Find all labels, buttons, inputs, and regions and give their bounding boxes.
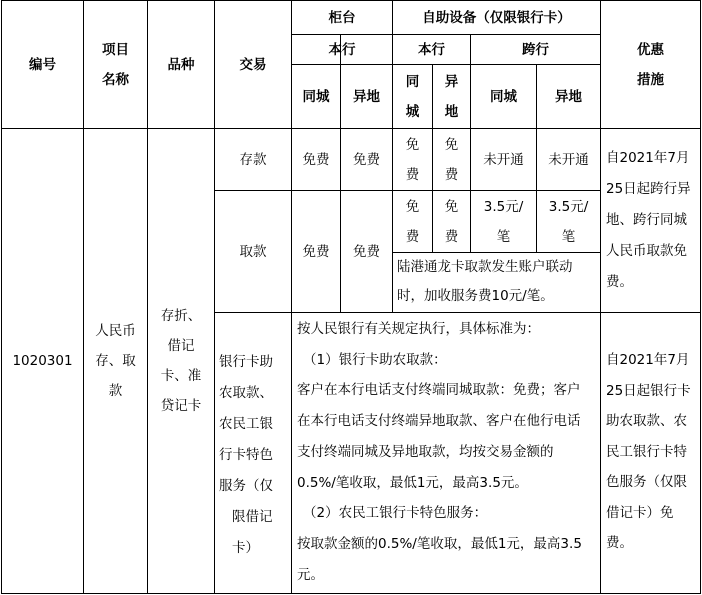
header-ss-same-bank-text: 本行 [418, 41, 445, 58]
header-ss-other-city [433, 65, 470, 128]
row-code-text: 1020301 [12, 353, 73, 369]
grid-line [700, 0, 701, 594]
deposit-cross-same-city [471, 129, 536, 190]
deposit-counter-same-city [292, 129, 340, 190]
header-ss-same-bank [393, 35, 470, 64]
header-ss-same-city-line: 同 [405, 73, 420, 90]
header-self-service [393, 1, 600, 34]
withdrawal-label [215, 191, 291, 312]
deposit-counter-same-city-text: 免费 [302, 151, 330, 168]
service-label-line: 卡） [232, 540, 259, 556]
header-ss-other-city-line: 异 [444, 73, 459, 90]
service-description [297, 314, 599, 592]
discount-service-line: 色服务（仅限 [606, 474, 687, 490]
withdrawal-note-line: 时，加收服务费10元/笔。 [397, 288, 554, 304]
header-discount-line: 优惠 [637, 41, 664, 58]
service-description-line: （2）农民工银行卡特色服务： [303, 505, 488, 522]
withdrawal-counter-other-city [341, 191, 392, 312]
header-code [2, 1, 83, 128]
row-variety-line: 卡、准 [160, 368, 202, 384]
header-counter-other-city [341, 65, 392, 128]
row-code [2, 129, 83, 593]
withdrawal-ss-same-city-line: 免 [405, 198, 420, 215]
row-item-name-line: 款 [108, 383, 123, 399]
service-description-line: 元。 [297, 566, 324, 583]
header-item-name [84, 1, 147, 128]
header-counter [292, 1, 392, 34]
discount-service-line: 25日起银行卡 [606, 382, 691, 399]
discount-cross-bank-line: 25日起跨行异 [606, 181, 691, 197]
deposit-ss-same-city-line: 费 [405, 166, 420, 183]
withdrawal-cross-same-city [471, 191, 536, 252]
deposit-ss-same-city [393, 129, 432, 190]
service-label-line: 限借记 [232, 509, 273, 525]
row-variety-line: 借记 [167, 338, 195, 354]
withdrawal-cross-other-city [537, 191, 600, 252]
service-label [219, 347, 291, 567]
header-item-name-line: 项目 [102, 41, 129, 58]
withdrawal-ss-same-city [393, 191, 432, 252]
service-description-line: 按人民银行有关规定执行，具体标准为： [297, 321, 540, 337]
header-ss-other-city-line: 地 [444, 103, 459, 120]
service-label-line: 农取款、 [219, 385, 273, 401]
deposit-ss-same-city-line: 免 [405, 136, 420, 153]
header-counter-same-city [292, 65, 340, 128]
header-counter-same-bank [292, 35, 392, 64]
discount-service [606, 345, 700, 565]
withdrawal-cross-other-city-line: 笔 [561, 228, 576, 245]
discount-cross-bank-line: 地、跨行同城 [606, 212, 687, 228]
service-label-line: 银行卡助 [219, 354, 273, 370]
header-counter-same-city-text: 同城 [302, 88, 330, 105]
withdrawal-ss-same-city-line: 费 [405, 228, 420, 245]
row-variety [148, 129, 214, 593]
deposit-cross-same-city-text: 未开通 [483, 151, 524, 168]
withdrawal-ss-other-city-line: 免 [444, 198, 459, 215]
service-description-line: 按取款金额的0.5%/笔收取，最低1元，最高3.5 [297, 535, 582, 552]
header-cross-other-city-text: 异地 [555, 88, 582, 105]
withdrawal-cross-same-city-line: 笔 [496, 228, 511, 245]
deposit-cross-other-city [537, 129, 600, 190]
header-transaction [215, 1, 291, 128]
discount-cross-bank-line: 人民币取款免 [606, 243, 687, 259]
header-cross-bank [471, 35, 600, 64]
header-counter-same-bank-text: 本行 [328, 41, 356, 58]
service-label-line: 农民工银 [219, 416, 273, 432]
discount-service-line: 费。 [606, 535, 633, 551]
header-cross-same-city [471, 65, 536, 128]
row-item-name-line: 人民币 [95, 323, 136, 339]
header-variety [148, 1, 214, 128]
header-cross-bank-text: 跨行 [522, 41, 549, 58]
header-counter-other-city-text: 异地 [353, 88, 380, 105]
row-variety-line: 存折、 [160, 308, 202, 324]
discount-service-line: 民工银行卡特 [606, 443, 687, 460]
header-transaction-text: 交易 [239, 56, 267, 73]
grid-line [214, 312, 701, 313]
row-variety-line: 贷记卡 [160, 398, 202, 414]
deposit-ss-other-city [433, 129, 470, 190]
discount-service-line: 自2021年7月 [606, 352, 690, 368]
deposit-counter-other-city-text: 免费 [353, 151, 380, 168]
discount-service-line: 助农取款、农 [606, 413, 687, 429]
header-item-name-line: 名称 [102, 71, 129, 88]
header-code-text: 编号 [29, 56, 56, 73]
row-item-name-line: 存、取 [95, 353, 136, 369]
withdrawal-counter-same-city-text: 免费 [302, 243, 330, 260]
discount-cross-bank-line: 费。 [606, 274, 633, 290]
service-label-line: 行卡特色 [219, 447, 273, 463]
header-self-service-text: 自助设备（仅限银行卡） [422, 9, 571, 26]
withdrawal-note-line: 陆港通龙卡取款发生账户联动 [397, 259, 573, 275]
discount-service-line: 借记卡）免 [606, 504, 674, 521]
header-discount-line: 措施 [637, 71, 664, 88]
header-variety-text: 品种 [167, 56, 195, 73]
service-description-line: 支付终端同城及异地取款，均按交易金额的 [297, 443, 554, 460]
withdrawal-ss-other-city [433, 191, 470, 252]
header-ss-same-city-line: 城 [405, 103, 420, 120]
service-label-line: 服务（仅 [219, 478, 273, 494]
withdrawal-counter-other-city-text: 免费 [353, 243, 380, 260]
service-description-line: （1）银行卡助农取款： [303, 351, 447, 368]
grid-line [1, 593, 701, 594]
header-counter-text: 柜台 [328, 9, 356, 26]
service-description-line: 0.5%/笔收取，最低1元，最高3.5元。 [297, 474, 528, 491]
service-description-line: 在本行电话支付终端异地取款、客户在他行电话 [297, 413, 581, 430]
deposit-ss-other-city-line: 费 [444, 166, 459, 183]
withdrawal-label-text: 取款 [239, 243, 267, 260]
withdrawal-cross-same-city-line: 3.5元/ [483, 198, 524, 215]
discount-cross-bank [606, 143, 700, 303]
row-item-name [84, 129, 147, 593]
header-ss-same-city [393, 65, 432, 128]
deposit-label [215, 129, 291, 190]
deposit-cross-other-city-text: 未开通 [548, 151, 589, 168]
withdrawal-cross-other-city-line: 3.5元/ [548, 198, 589, 215]
deposit-ss-other-city-line: 免 [444, 136, 459, 153]
withdrawal-note [397, 253, 600, 312]
header-cross-same-city-text: 同城 [490, 88, 517, 105]
withdrawal-ss-other-city-line: 费 [444, 228, 459, 245]
deposit-label-text: 存款 [239, 151, 267, 168]
deposit-counter-other-city [341, 129, 392, 190]
withdrawal-counter-same-city [292, 191, 340, 312]
header-cross-other-city [537, 65, 600, 128]
service-description-line: 客户在本行电话支付终端同城取款：免费；客户 [297, 382, 581, 399]
header-discount [601, 1, 700, 128]
discount-cross-bank-line: 自2021年7月 [606, 150, 690, 166]
